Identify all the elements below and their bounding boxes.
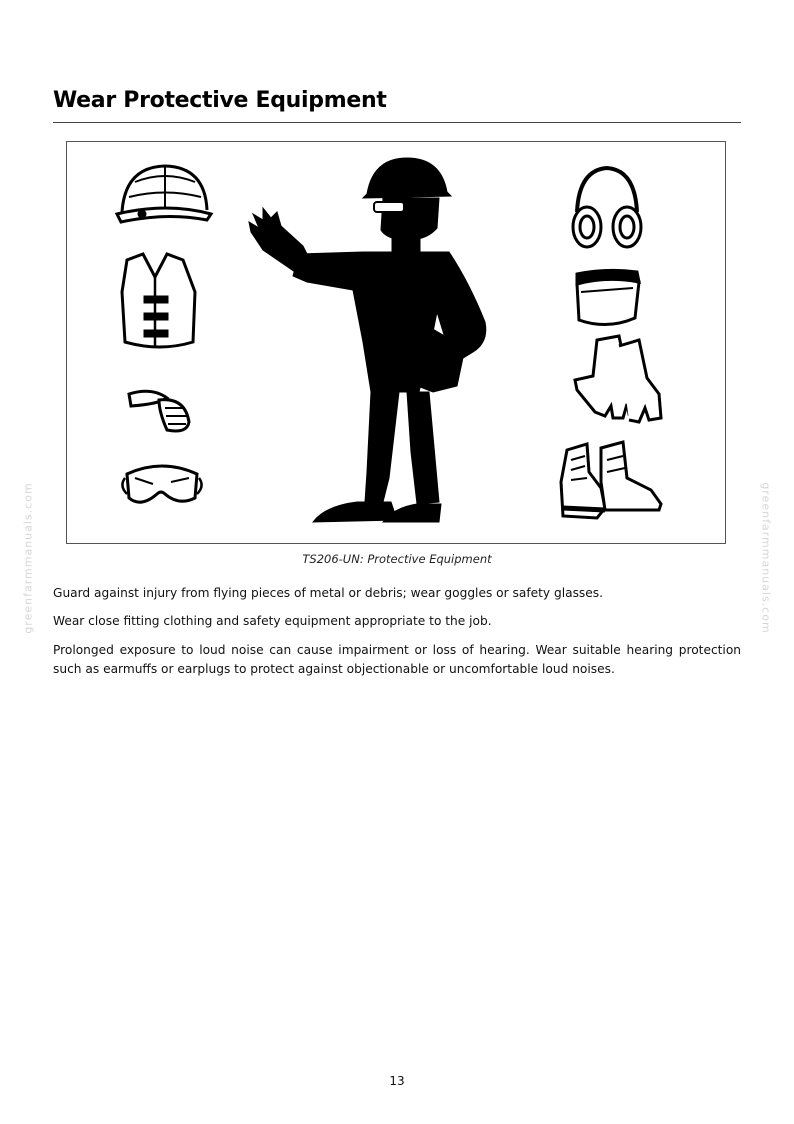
worker-figure-icon (249, 158, 486, 522)
page-number: 13 (389, 1074, 405, 1088)
goggles-icon (122, 466, 201, 502)
earplugs-icon (129, 391, 189, 431)
safety-boots-icon (561, 442, 661, 518)
paragraph-goggles: Guard against injury from flying pieces of metal or debris; wear goggles or safety glasses. (53, 586, 603, 600)
safety-vest-icon (122, 254, 195, 347)
page-heading: Wear Protective Equipment (53, 88, 387, 113)
watermark-left: greenfarmmanuals.com (21, 482, 35, 634)
hard-hat-icon (117, 166, 211, 222)
figure-illustration (67, 142, 724, 542)
paragraph-clothing: Wear close fitting clothing and safety equipment appropriate to the job. (53, 614, 492, 628)
face-shield-icon (577, 270, 639, 324)
heading-divider (53, 122, 741, 123)
figure-caption: TS206-UN: Protective Equipment (302, 552, 492, 566)
paragraph-hearing: Prolonged exposure to loud noise can cause impairment or loss of hearing. Wear suitable hearing protection such as earmuffs or earplugs to protect against objectionable or uncomfortable loud noises. (53, 643, 741, 676)
protective-equipment-figure (66, 141, 726, 544)
earmuffs-icon (573, 168, 641, 247)
gloves-icon (575, 336, 661, 422)
watermark-right: greenfarmmanuals.com (759, 482, 773, 634)
